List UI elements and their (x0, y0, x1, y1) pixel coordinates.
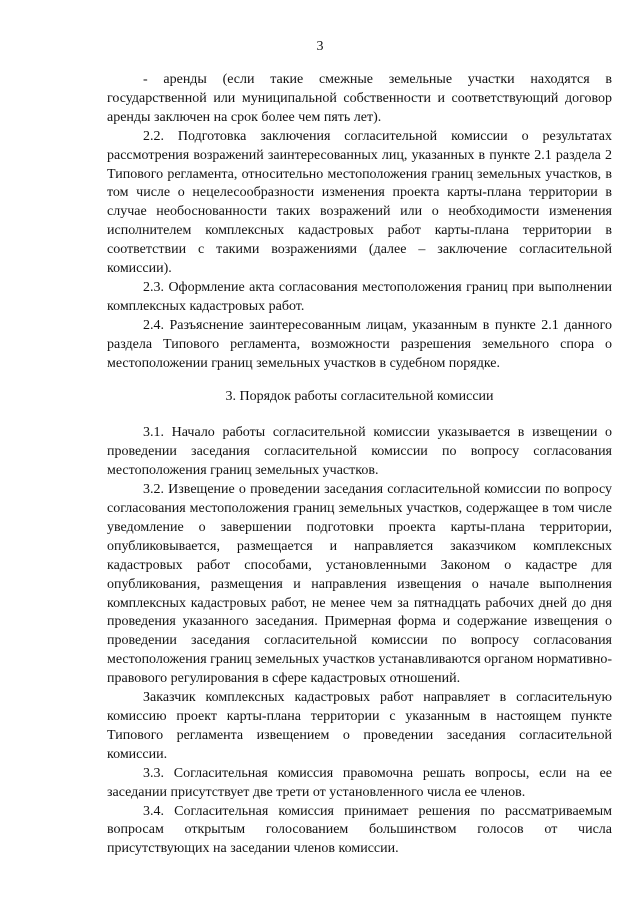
paragraph-3-4: 3.4. Согласительная комиссия принимает решения по рассматриваемым вопросам открытым голосованием большинством голосов от числа присутствующих на заседании членов комиссии. (107, 803, 612, 857)
document-body (107, 71, 612, 859)
paragraph-lease: - аренды (если такие смежные земельные участки находятся в государственной или муниципальной собственности и соответствующий договор аренды заключен на срок более чем пять лет). (107, 72, 612, 125)
paragraph-3-3: 3.3. Согласительная комиссия правомочна решать вопросы, если на ее заседании присутствует две трети от установленного числа ее членов. (107, 765, 612, 800)
spacer (107, 406, 612, 424)
spacer (107, 374, 612, 388)
paragraph-2-3: 2.3. Оформление акта согласования местоположения границ при выполнении комплексных кадастровых работ. (107, 279, 612, 314)
paragraph-3-2: 3.2. Извещение о проведении заседания согласительной комиссии по вопросу согласования местоположения границ земельных участков, содержащее в том числе уведомление о завершении подготовки проекта карты-плана территории, опубликовывается, размещается и направляется заказчиком комплексных кадастровых работ способами, установленными Законом о кадастре для опубликования, размещения и направления извещения о начале выполнения комплексных кадастровых работ, не менее чем за пятнадцать рабочих дней до дня проведения указанного заседания. Примерная форма и содержание извещения о проведении заседания согласительной комиссии по вопросу согласования местоположения границ земельных участков устанавливаются органом нормативно-правового регулирования в сфере кадастровых отношений. (107, 482, 612, 687)
page-number: 3 (316, 39, 324, 54)
paragraph-2-2: 2.2. Подготовка заключения согласительной комиссии о результатах рассмотрения возражений заинтересованных лиц, указанных в пункте 2.1 раздела 2 Типового регламента, относительно местоположения границ земельных участков, в том числе о нецелесообразности изменения проекта карты-плана территории в случае необоснованности таких возражений или о необходимости изменения исполнителем комплексных кадастровых работ карты-плана территории в соответствии с такими возражениями (далее – заключение согласительной комиссии). (107, 128, 612, 277)
section-heading: 3. Порядок работы согласительной комиссии (225, 388, 494, 404)
paragraph-2-4: 2.4. Разъяснение заинтересованным лицам, указанным в пункте 2.1 данного раздела Типового регламента, возможности разрешения земельного спора о местоположении границ земельных участков в судебном порядке. (107, 317, 612, 371)
paragraph-customer: Заказчик комплексных кадастровых работ направляет в согласительную комиссию проект карты-плана территории с указанным в настоящем пункте Типового регламента извещением о проведении заседания согласительной комиссии. (107, 690, 612, 762)
paragraph-3-1: 3.1. Начало работы согласительной комиссии указывается в извещении о проведении заседания согласительной комиссии по вопросу согласования местоположения границ земельных участков. (107, 425, 612, 479)
